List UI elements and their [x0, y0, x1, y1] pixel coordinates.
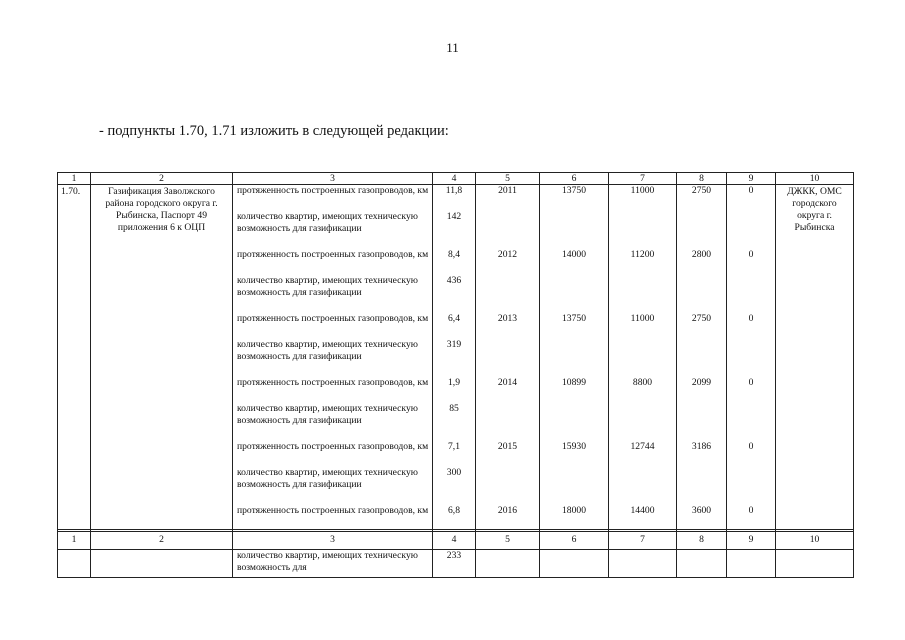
continuation-table — [57, 529, 854, 578]
header-cell: 9 — [727, 173, 776, 185]
year-value — [476, 211, 539, 249]
funding-source-2: 3600 — [691, 505, 712, 516]
header-cell: 3 — [233, 173, 433, 185]
indicator-value: 85 — [449, 403, 459, 414]
header-cell: 8 — [677, 173, 727, 185]
funding-source-3: 0 — [748, 377, 754, 388]
empty-cell — [609, 550, 677, 578]
year-value: 2014 — [497, 377, 518, 388]
funding-source-1: 11200 — [630, 249, 655, 260]
continuation-header-row — [58, 530, 854, 550]
funding-source-3: 0 — [748, 441, 754, 452]
year-value — [476, 403, 539, 441]
indicator-value: 1,9 — [448, 377, 460, 388]
indicator-text: количество квартир, имеющих техническую возможность для газификации — [237, 467, 418, 490]
total-funding: 13750 — [562, 185, 586, 196]
funding-source-1: 14400 — [630, 505, 655, 516]
empty-cell — [677, 550, 727, 578]
header-cell: 9 — [727, 530, 776, 550]
indicator-value: 142 — [446, 211, 462, 222]
item-name: Газификация Заволжского района городского округа г. Рыбинска, Паспорт 49 приложения 6 к ОЦП — [91, 185, 233, 532]
page-number: 11 — [446, 40, 459, 55]
funding-source-2 — [677, 403, 726, 441]
total-funding — [540, 275, 608, 313]
indicator-text: протяженность построенных газопроводов, км — [237, 185, 429, 196]
year-value — [476, 275, 539, 313]
item-number: 1.70. — [58, 185, 91, 532]
header-cell: 8 — [677, 530, 727, 550]
header-cell: 7 — [609, 173, 677, 185]
indicator-text: протяженность построенных газопроводов, км — [237, 313, 429, 324]
funding-source-3: 0 — [748, 249, 754, 260]
funding-source-1 — [609, 211, 676, 249]
header-cell: 5 — [476, 530, 540, 550]
year-value: 2015 — [497, 441, 518, 452]
header-cell: 6 — [540, 530, 609, 550]
funding-source-2: 2750 — [691, 185, 712, 196]
header-cell: 10 — [776, 173, 854, 185]
indicator-text: количество квартир, имеющих техническую возможность для газификации — [237, 211, 418, 234]
responsible-executor: ДЖКК, ОМС городского округа г. Рыбинска — [776, 185, 854, 532]
column-8 — [677, 185, 727, 532]
funding-source-1 — [609, 467, 676, 505]
funding-source-3 — [727, 467, 775, 505]
empty-cell — [776, 550, 854, 578]
indicator-value: 436 — [446, 275, 462, 286]
year-value: 2012 — [497, 249, 518, 260]
empty-cell — [91, 550, 233, 578]
year-value: 2016 — [497, 505, 518, 516]
total-funding: 14000 — [562, 249, 586, 260]
funding-source-1 — [609, 403, 676, 441]
table-header-row — [58, 173, 854, 185]
header-cell: 1 — [58, 173, 91, 185]
header-cell: 3 — [233, 530, 433, 550]
funding-source-2: 2800 — [691, 249, 712, 260]
funding-source-3: 0 — [748, 185, 754, 196]
year-value — [476, 339, 539, 377]
total-funding: 13750 — [562, 313, 586, 324]
indicator-text: количество квартир, имеющих техническую возможность для газификации — [237, 339, 418, 362]
funding-source-1: 11000 — [630, 313, 655, 324]
program-table — [57, 172, 854, 532]
total-column — [540, 185, 609, 532]
funding-source-3 — [727, 275, 775, 313]
year-value: 2013 — [497, 313, 518, 324]
indicator-text: количество квартир, имеющих техническую возможность для газификации — [237, 403, 418, 426]
indicator-text: протяженность построенных газопроводов, км — [237, 441, 429, 452]
funding-source-1: 11000 — [630, 185, 655, 196]
funding-source-2 — [677, 275, 726, 313]
table-row — [58, 550, 854, 578]
funding-source-2 — [677, 211, 726, 249]
indicator-text: протяженность построенных газопроводов, км — [237, 249, 429, 260]
funding-source-3 — [727, 211, 775, 249]
column-7 — [609, 185, 677, 532]
value-column — [433, 185, 476, 532]
indicator-value: 6,4 — [448, 313, 460, 324]
year-column — [476, 185, 540, 532]
funding-source-2: 2750 — [691, 313, 712, 324]
indicator-cell: количество квартир, имеющих техническую возможность для — [233, 550, 433, 578]
indicator-text: количество квартир, имеющих техническую возможность для газификации — [237, 275, 418, 298]
total-funding: 10899 — [562, 377, 586, 388]
table-row — [58, 185, 854, 532]
indicator-value: 11,8 — [445, 185, 463, 196]
indicator-column — [233, 185, 433, 532]
empty-cell — [476, 550, 540, 578]
total-funding — [540, 403, 608, 441]
funding-source-1 — [609, 339, 676, 377]
indicator-value: 8,4 — [448, 249, 460, 260]
funding-source-2: 3186 — [691, 441, 712, 452]
indicator-text: протяженность построенных газопроводов, км — [237, 377, 429, 388]
value-cell: 233 — [433, 550, 476, 578]
empty-cell — [727, 550, 776, 578]
year-value — [476, 467, 539, 505]
total-funding: 15930 — [562, 441, 586, 452]
header-cell: 4 — [433, 530, 476, 550]
empty-cell — [58, 550, 91, 578]
header-cell: 10 — [776, 530, 854, 550]
funding-source-3 — [727, 339, 775, 377]
header-cell: 2 — [91, 173, 233, 185]
funding-source-2 — [677, 339, 726, 377]
funding-source-1: 12744 — [630, 441, 655, 452]
indicator-value: 300 — [446, 467, 462, 478]
header-cell: 2 — [91, 530, 233, 550]
column-9 — [727, 185, 776, 532]
header-cell: 7 — [609, 530, 677, 550]
intro-text: - подпункты 1.70, 1.71 изложить в следующей редакции: — [99, 123, 449, 139]
indicator-value: 6,8 — [448, 505, 460, 516]
funding-source-3: 0 — [748, 313, 754, 324]
total-funding — [540, 211, 608, 249]
header-cell: 6 — [540, 173, 609, 185]
funding-source-2 — [677, 467, 726, 505]
total-funding — [540, 339, 608, 377]
funding-source-2: 2099 — [691, 377, 712, 388]
total-funding: 18000 — [562, 505, 586, 516]
indicator-value: 319 — [446, 339, 462, 350]
total-funding — [540, 467, 608, 505]
funding-source-3 — [727, 403, 775, 441]
empty-cell — [540, 550, 609, 578]
indicator-value: 7,1 — [448, 441, 460, 452]
header-cell: 5 — [476, 173, 540, 185]
header-cell: 1 — [58, 530, 91, 550]
indicator-text: протяженность построенных газопроводов, км — [237, 505, 429, 516]
funding-source-1: 8800 — [632, 377, 653, 388]
funding-source-3: 0 — [748, 505, 754, 516]
funding-source-1 — [609, 275, 676, 313]
header-cell: 4 — [433, 173, 476, 185]
year-value: 2011 — [498, 185, 517, 196]
